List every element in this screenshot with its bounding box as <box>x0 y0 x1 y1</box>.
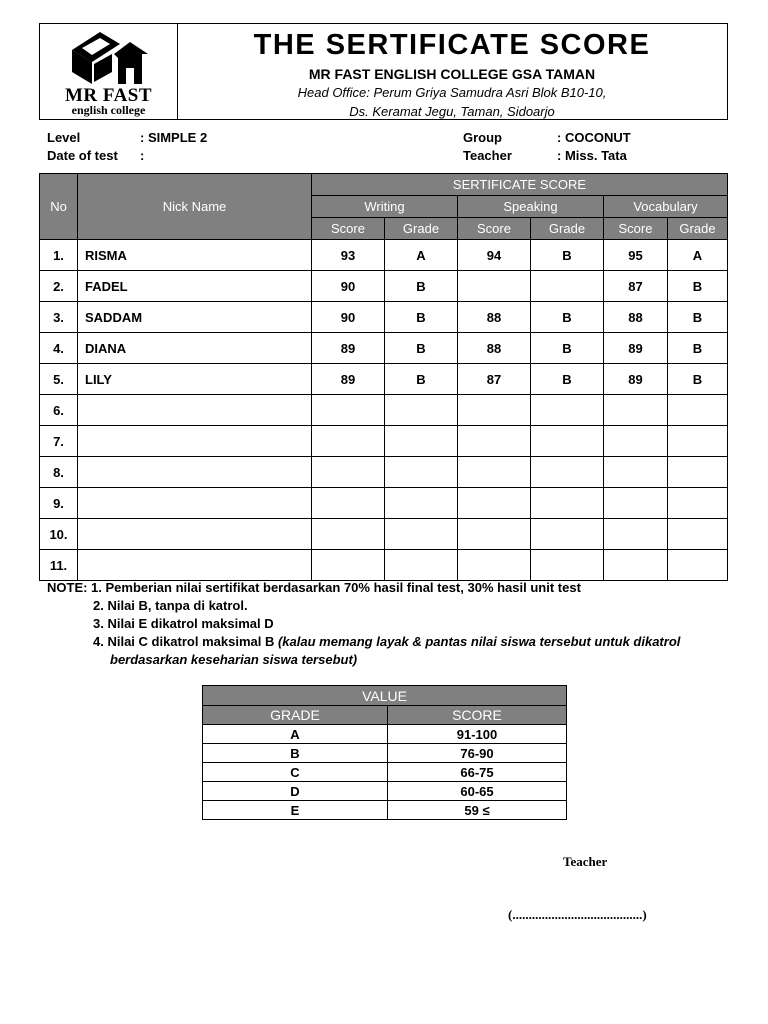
vocabulary-score-cell <box>604 519 668 550</box>
writing-grade-cell <box>385 426 458 457</box>
vocabulary-grade-cell: B <box>668 333 728 364</box>
speaking-grade-cell <box>531 426 604 457</box>
vocabulary-score-cell: 95 <box>604 240 668 271</box>
speaking-grade-cell: B <box>531 240 604 271</box>
vocabulary-score-cell <box>604 395 668 426</box>
vocabulary-grade-cell <box>668 488 728 519</box>
value-grade-cell: A <box>203 725 388 744</box>
vocabulary-score-cell <box>604 550 668 581</box>
writing-score-cell <box>312 395 385 426</box>
vocabulary-grade-cell: B <box>668 364 728 395</box>
writing-grade-cell <box>385 488 458 519</box>
group-label: Group <box>463 130 502 145</box>
logo-subtitle: english college <box>71 103 146 117</box>
speaking-grade-cell: B <box>531 302 604 333</box>
vocabulary-grade-cell <box>668 395 728 426</box>
row-number: 8. <box>40 457 78 488</box>
speaking-grade-cell <box>531 395 604 426</box>
table-row <box>40 550 728 581</box>
vocabulary-grade-cell: B <box>668 302 728 333</box>
table-row <box>40 395 728 426</box>
vocabulary-score-cell: 88 <box>604 302 668 333</box>
teacher-label: Teacher <box>463 148 512 163</box>
speaking-score-cell: 87 <box>458 364 531 395</box>
speaking-score-cell: 88 <box>458 302 531 333</box>
note-line-5: berdasarkan keseharian siswa tersebut) <box>110 652 358 667</box>
signature-line: (........................................) <box>508 907 647 922</box>
level-value: : SIMPLE 2 <box>140 130 208 145</box>
nick-name-cell: DIANA <box>78 333 312 364</box>
date-value: : <box>140 148 145 163</box>
page-title: THE SERTIFICATE SCORE <box>253 29 651 61</box>
writing-grade-cell <box>385 395 458 426</box>
row-number: 11. <box>40 550 78 581</box>
writing-grade-cell: B <box>385 333 458 364</box>
value-grade-cell: B <box>203 744 388 763</box>
value-table <box>202 685 567 820</box>
writing-score-cell <box>312 550 385 581</box>
notes <box>47 579 680 669</box>
college-name: MR FAST ENGLISH COLLEGE GSA TAMAN <box>308 66 596 82</box>
vocabulary-grade-cell <box>668 550 728 581</box>
col-header-vocabulary: Vocabulary <box>604 196 728 218</box>
table-row <box>40 333 728 364</box>
table-row <box>40 364 728 395</box>
row-number: 2. <box>40 271 78 302</box>
nick-name-cell <box>78 426 312 457</box>
vocabulary-grade-cell <box>668 457 728 488</box>
title-area <box>177 24 727 121</box>
note-line-4-text: 4. Nilai C dikatrol maksimal B <box>93 634 278 649</box>
col-header-grade: Grade <box>385 218 458 240</box>
col-header-grade: Grade <box>531 218 604 240</box>
value-score-cell: 59 ≤ <box>388 801 567 820</box>
vocabulary-grade-cell: A <box>668 240 728 271</box>
writing-grade-cell <box>385 519 458 550</box>
col-header-nick-name: Nick Name <box>78 174 312 240</box>
table-row <box>40 488 728 519</box>
row-number: 6. <box>40 395 78 426</box>
speaking-score-cell <box>458 488 531 519</box>
date-label: Date of test <box>47 148 118 163</box>
speaking-score-cell <box>458 457 531 488</box>
nick-name-cell: FADEL <box>78 271 312 302</box>
vocabulary-score-cell <box>604 457 668 488</box>
writing-score-cell: 90 <box>312 302 385 333</box>
row-number: 4. <box>40 333 78 364</box>
row-number: 7. <box>40 426 78 457</box>
speaking-score-cell <box>458 395 531 426</box>
mr-fast-logo-icon <box>68 28 150 86</box>
col-header-grade: Grade <box>668 218 728 240</box>
note-line-2: 2. Nilai B, tanpa di katrol. <box>93 598 248 613</box>
value-row <box>203 801 567 820</box>
value-row <box>203 744 567 763</box>
note-line-4-italic: (kalau memang layak & pantas nilai siswa tersebut untuk dikatrol <box>277 634 681 649</box>
writing-score-cell <box>312 488 385 519</box>
writing-score-cell <box>312 426 385 457</box>
table-row <box>40 271 728 302</box>
speaking-grade-cell <box>531 488 604 519</box>
nick-name-cell: RISMA <box>78 240 312 271</box>
speaking-score-cell <box>458 550 531 581</box>
speaking-score-cell <box>458 271 531 302</box>
writing-score-cell: 90 <box>312 271 385 302</box>
writing-grade-cell: B <box>385 271 458 302</box>
certificate-header <box>39 23 728 120</box>
table-row <box>40 457 728 488</box>
speaking-score-cell: 88 <box>458 333 531 364</box>
row-number: 3. <box>40 302 78 333</box>
col-header-score: Score <box>458 218 531 240</box>
vocabulary-score-cell <box>604 426 668 457</box>
row-number: 5. <box>40 364 78 395</box>
speaking-grade-cell <box>531 519 604 550</box>
note-line-3: 3. Nilai E dikatrol maksimal D <box>93 616 274 631</box>
writing-grade-cell: A <box>385 240 458 271</box>
value-score-cell: 66-75 <box>388 763 567 782</box>
nick-name-cell: SADDAM <box>78 302 312 333</box>
speaking-score-cell <box>458 426 531 457</box>
table-row <box>40 240 728 271</box>
nick-name-cell <box>78 457 312 488</box>
vocabulary-score-cell: 89 <box>604 333 668 364</box>
nick-name-cell <box>78 395 312 426</box>
nick-name-cell <box>78 550 312 581</box>
vocabulary-score-cell <box>604 488 668 519</box>
level-label: Level <box>47 130 81 145</box>
vocabulary-grade-cell <box>668 426 728 457</box>
logo-name: MR FAST <box>64 85 153 106</box>
value-row <box>203 782 567 801</box>
value-col-score: SCORE <box>388 706 567 725</box>
col-header-speaking: Speaking <box>458 196 604 218</box>
speaking-grade-cell <box>531 271 604 302</box>
writing-score-cell: 89 <box>312 364 385 395</box>
office-address-line-2: Ds. Keramat Jegu, Taman, Sidoarjo <box>349 104 555 119</box>
vocabulary-score-cell: 87 <box>604 271 668 302</box>
signature-label: Teacher <box>563 854 608 869</box>
score-table <box>39 173 728 581</box>
teacher-value: : Miss. Tata <box>557 148 627 163</box>
speaking-score-cell: 94 <box>458 240 531 271</box>
col-header-score: Score <box>604 218 668 240</box>
col-header-score: Score <box>312 218 385 240</box>
col-header-writing: Writing <box>312 196 458 218</box>
value-score-cell: 76-90 <box>388 744 567 763</box>
writing-grade-cell: B <box>385 302 458 333</box>
value-score-cell: 60-65 <box>388 782 567 801</box>
writing-grade-cell <box>385 457 458 488</box>
writing-score-cell: 93 <box>312 240 385 271</box>
vocabulary-score-cell: 89 <box>604 364 668 395</box>
col-header-sertificate-score: SERTIFICATE SCORE <box>312 174 728 196</box>
vocabulary-grade-cell <box>668 519 728 550</box>
writing-grade-cell: B <box>385 364 458 395</box>
value-row <box>203 725 567 744</box>
row-number: 10. <box>40 519 78 550</box>
group-value: : COCONUT <box>557 130 631 145</box>
speaking-score-cell <box>458 519 531 550</box>
nick-name-cell <box>78 488 312 519</box>
note-line-1: NOTE: 1. Pemberian nilai sertifikat berdasarkan 70% hasil final test, 30% hasil unit test <box>47 580 581 595</box>
table-row <box>40 519 728 550</box>
nick-name-cell <box>78 519 312 550</box>
row-number: 9. <box>40 488 78 519</box>
nick-name-cell: LILY <box>78 364 312 395</box>
value-grade-cell: D <box>203 782 388 801</box>
speaking-grade-cell <box>531 550 604 581</box>
value-row <box>203 763 567 782</box>
value-grade-cell: C <box>203 763 388 782</box>
value-table-title: VALUE <box>203 686 567 706</box>
table-row <box>40 426 728 457</box>
table-row <box>40 302 728 333</box>
writing-grade-cell <box>385 550 458 581</box>
speaking-grade-cell: B <box>531 364 604 395</box>
value-grade-cell: E <box>203 801 388 820</box>
office-address-line-1: Head Office: Perum Griya Samudra Asri Blok B10-10, <box>297 85 607 100</box>
vocabulary-grade-cell: B <box>668 271 728 302</box>
value-score-cell: 91-100 <box>388 725 567 744</box>
logo <box>40 24 178 119</box>
speaking-grade-cell: B <box>531 333 604 364</box>
col-header-no: No <box>40 174 78 240</box>
writing-score-cell: 89 <box>312 333 385 364</box>
value-col-grade: GRADE <box>203 706 388 725</box>
speaking-grade-cell <box>531 457 604 488</box>
writing-score-cell <box>312 519 385 550</box>
row-number: 1. <box>40 240 78 271</box>
writing-score-cell <box>312 457 385 488</box>
note-line-4 <box>47 633 680 651</box>
